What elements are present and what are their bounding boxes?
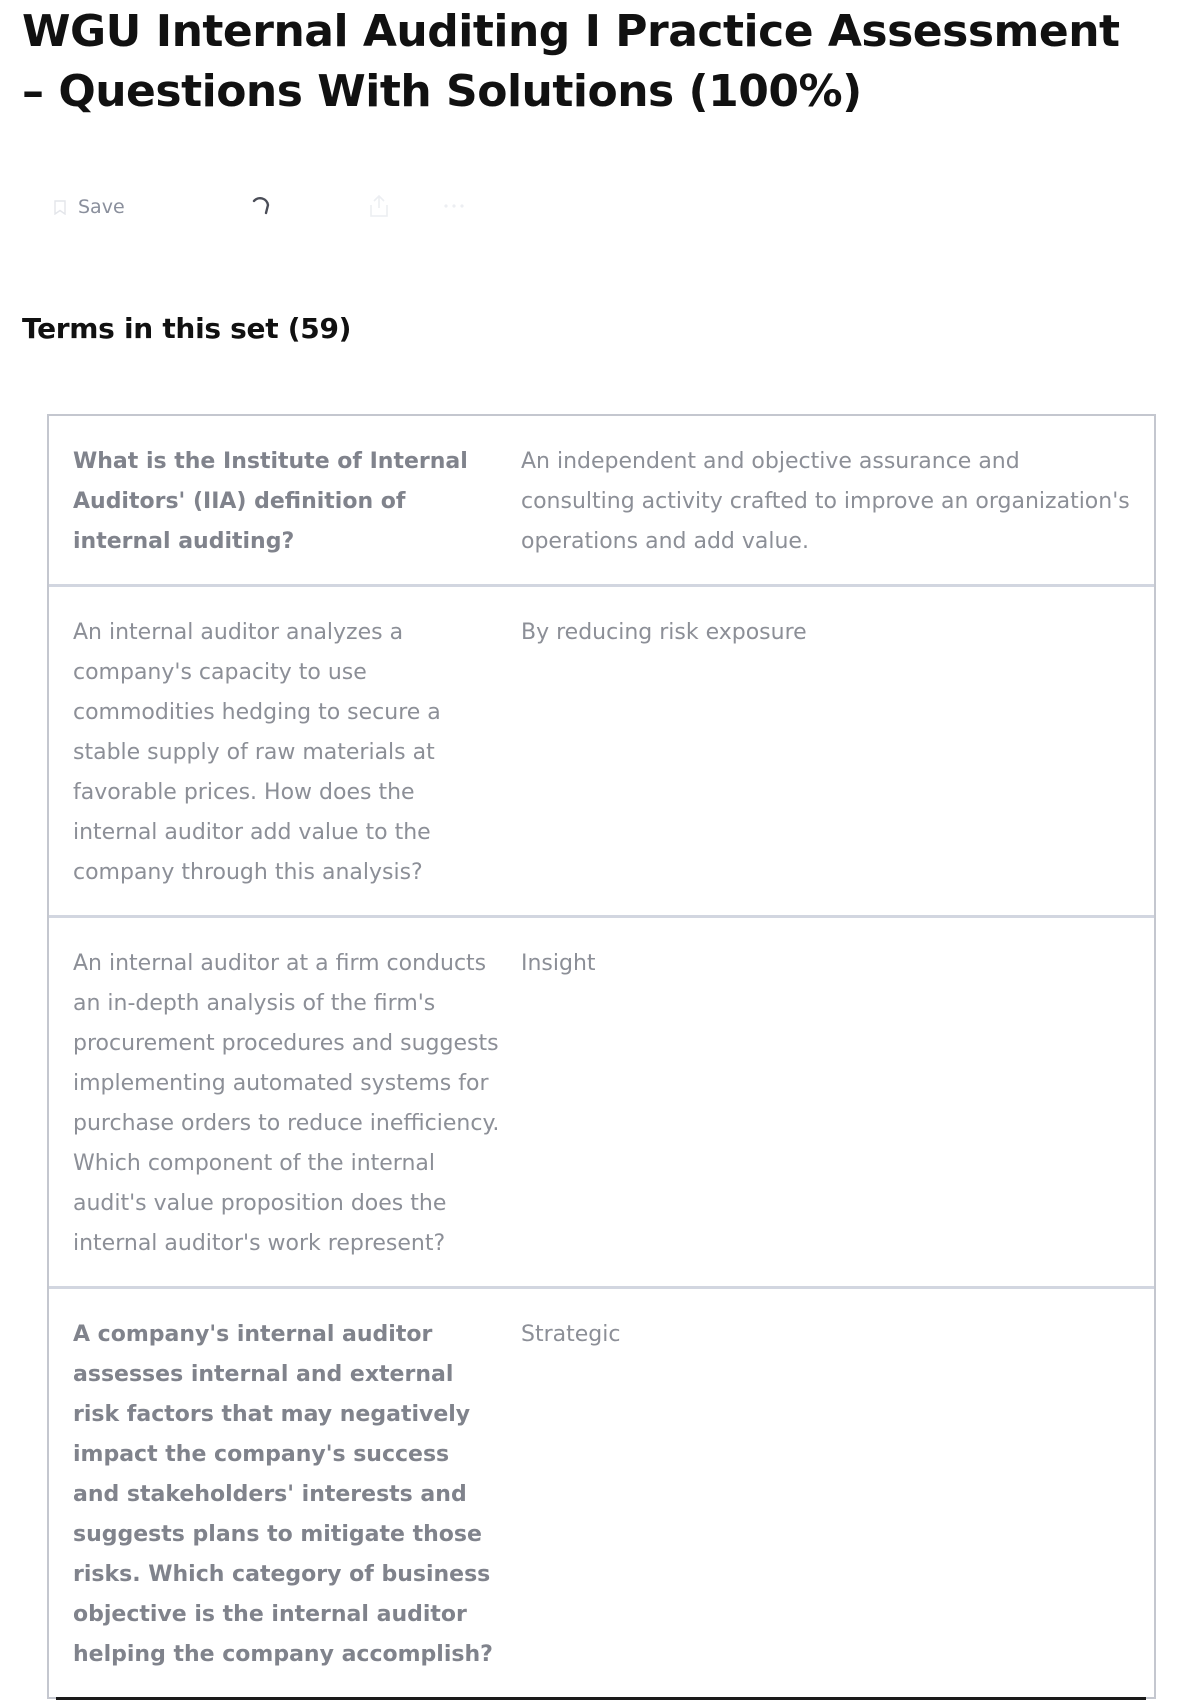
term-answer: An independent and objective assurance and consulting activity crafted to improve an organization's operations and add value. bbox=[521, 449, 1130, 554]
terms-table bbox=[47, 414, 1156, 1699]
term-answer: Strategic bbox=[521, 1322, 621, 1347]
save-button[interactable] bbox=[54, 192, 125, 222]
bookmark-icon bbox=[54, 200, 66, 215]
term-row bbox=[49, 918, 1154, 1289]
terms-heading: Terms in this set (59) bbox=[22, 312, 352, 345]
more-options-icon[interactable] bbox=[438, 192, 470, 220]
term-answer: By reducing risk exposure bbox=[521, 620, 807, 645]
page-title: WGU Internal Auditing I Practice Assessment – Questions With Solutions (100%) bbox=[22, 6, 1120, 117]
share-icon[interactable] bbox=[365, 192, 393, 220]
term-row bbox=[49, 416, 1154, 587]
loading-spinner-icon bbox=[247, 192, 275, 220]
save-label: Save bbox=[78, 196, 125, 218]
term-answer: Insight bbox=[521, 951, 596, 976]
term-question: An internal auditor analyzes a company's capacity to use commodities hedging to secure a stable supply of raw materials at favorable prices. How does the internal auditor add value to the company through this analysis? bbox=[73, 620, 441, 885]
term-question: A company's internal auditor assesses internal and external risk factors that may negatively impact the company's success and stakeholders' interests and suggests plans to mitigate those risks. Which category of business objective is the internal auditor helping the company accomplish? bbox=[73, 1322, 493, 1667]
term-row bbox=[49, 1289, 1154, 1697]
term-question: An internal auditor at a firm conducts an in-depth analysis of the firm's procurement procedures and suggests implementing automated systems for purchase orders to reduce inefficiency. Which component of the internal audit's value proposition does the internal auditor's work represent? bbox=[73, 951, 500, 1256]
set-toolbar bbox=[50, 188, 500, 228]
term-row bbox=[49, 587, 1154, 918]
term-question: What is the Institute of Internal Auditors' (IIA) definition of internal auditing? bbox=[73, 449, 468, 554]
